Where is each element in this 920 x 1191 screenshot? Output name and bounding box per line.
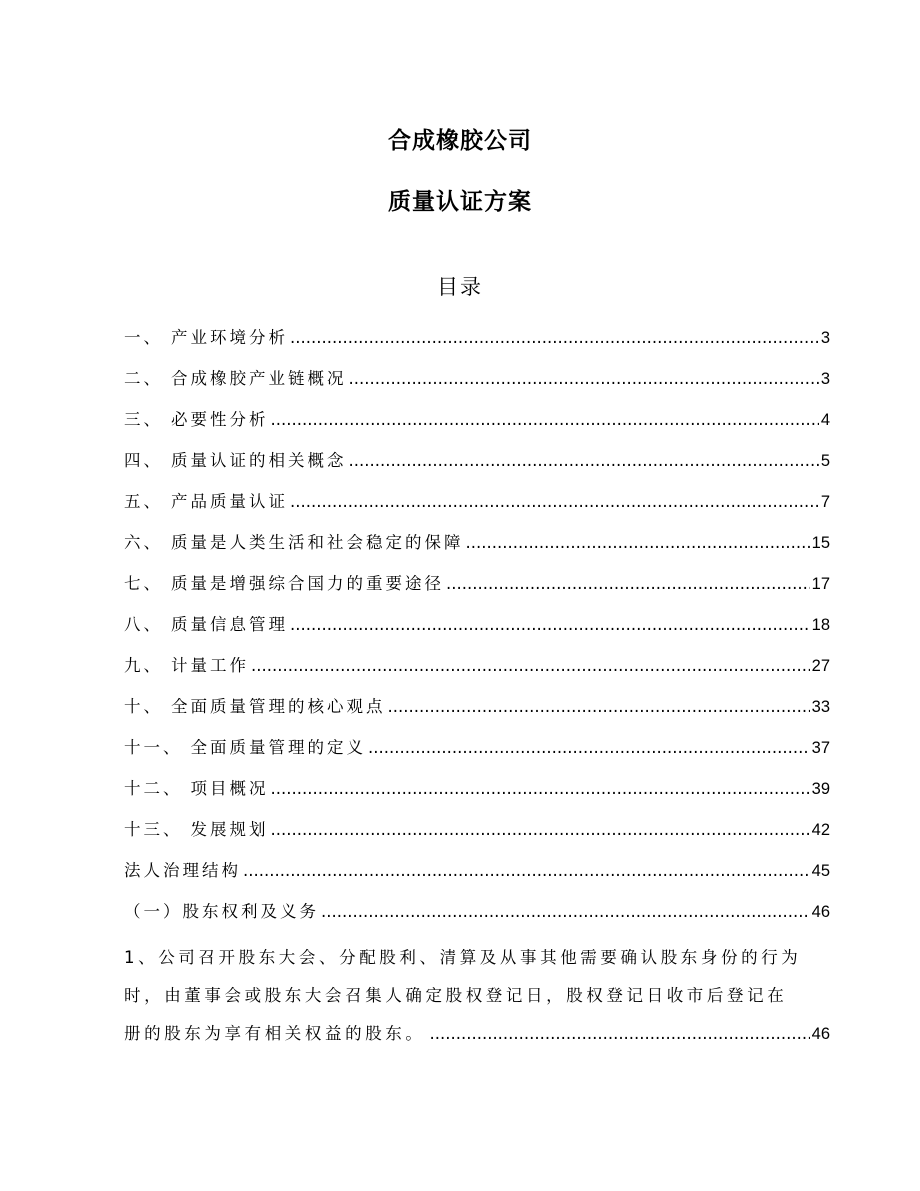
toc-entry[interactable] — [124, 857, 830, 898]
toc-dot-leader — [290, 492, 819, 511]
toc-entry-page: 17 — [811, 575, 830, 593]
toc-entry-page: 18 — [811, 616, 830, 634]
toc-dot-leader — [271, 779, 810, 798]
toc-dot-leader — [271, 820, 810, 839]
toc-entry-label: 质量是人类生活和社会稳定的保障 — [171, 533, 464, 552]
toc-entry-page: 27 — [811, 657, 830, 675]
toc-entry[interactable] — [124, 570, 830, 611]
toc-entry-label: （一）股东权利及义务 — [124, 902, 319, 921]
toc-entry[interactable] — [124, 447, 830, 488]
toc-entry-label: 产业环境分析 — [171, 328, 288, 347]
toc-dot-leader — [271, 410, 819, 429]
toc-dot-leader — [349, 369, 819, 388]
toc-entry-multiline[interactable] — [124, 939, 830, 1053]
toc-entry-page: 37 — [811, 739, 830, 757]
toc-entry-number: 九、 — [124, 656, 163, 675]
toc-entry-number: 五、 — [124, 492, 163, 511]
toc-entry-number: 十、 — [124, 697, 163, 716]
toc-dot-leader — [243, 861, 810, 880]
toc-entry-page: 3 — [820, 329, 830, 347]
toc-entry-page: 39 — [811, 780, 830, 798]
toc-entry-page: 3 — [820, 370, 830, 388]
document-title-line2: 质量认证方案 — [388, 189, 532, 215]
toc-entry-label: 必要性分析 — [171, 410, 269, 429]
toc-dot-leader — [388, 697, 810, 716]
toc-dot-leader — [251, 656, 810, 675]
toc-dot-leader — [466, 533, 810, 552]
toc-entry[interactable] — [124, 775, 830, 816]
toc-entry-page: 4 — [820, 411, 830, 429]
toc-entry-label: 计量工作 — [171, 656, 249, 675]
toc-entry-number: 三、 — [124, 410, 163, 429]
toc-entry-number: 二、 — [124, 369, 163, 388]
toc-entry[interactable] — [124, 898, 830, 939]
toc-entry[interactable] — [124, 365, 830, 406]
toc-entry-number: 十三、 — [124, 820, 183, 839]
toc-entry-page: 45 — [811, 862, 830, 880]
toc-entry[interactable] — [124, 816, 830, 857]
toc-entry-number: 一、 — [124, 328, 163, 347]
toc-entry-label: 全面质量管理的定义 — [190, 738, 366, 757]
toc-entry-page: 5 — [820, 452, 830, 470]
toc-entry[interactable] — [124, 488, 830, 529]
toc-dot-leader — [446, 574, 810, 593]
toc-entry-label: 合成橡胶产业链概况 — [171, 369, 347, 388]
toc-dot-leader — [321, 902, 810, 921]
toc-entry-page: 33 — [811, 698, 830, 716]
toc-entry-label: 法人治理结构 — [124, 861, 241, 880]
document-title-line1: 合成橡胶公司 — [388, 128, 532, 154]
toc-dot-leader — [290, 328, 819, 347]
toc-dot-leader — [349, 451, 819, 470]
toc-entry[interactable] — [124, 693, 830, 734]
toc-dot-leader — [290, 615, 810, 634]
toc-entry-label: 质量认证的相关概念 — [171, 451, 347, 470]
toc-entry-number: 八、 — [124, 615, 163, 634]
toc-entry-multiline-line2: 时，由董事会或股东大会召集人确定股权登记日，股权登记日收市后登记在 — [124, 986, 788, 1005]
toc-entry-number: 十二、 — [124, 779, 183, 798]
toc-entry-label: 产品质量认证 — [171, 492, 288, 511]
toc-entry-page: 42 — [811, 821, 830, 839]
toc-entry[interactable] — [124, 734, 830, 775]
toc-entry-page: 15 — [811, 534, 830, 552]
toc-entry-page: 46 — [811, 1025, 830, 1043]
toc-entry[interactable] — [124, 652, 830, 693]
toc-entry-number: 四、 — [124, 451, 163, 470]
toc-entry-label: 发展规划 — [190, 820, 269, 839]
toc-entry-label: 质量信息管理 — [171, 615, 288, 634]
toc-entry-number: 六、 — [124, 533, 163, 552]
toc-entry[interactable] — [124, 611, 830, 652]
toc-entry-multiline-line1: 1、公司召开股东大会、分配股利、清算及从事其他需要确认股东身份的行为 — [124, 948, 802, 967]
toc-heading: 目录 — [437, 275, 483, 299]
toc-entry[interactable] — [124, 529, 830, 570]
toc-dot-leader — [430, 1015, 810, 1053]
toc-entry-label: 全面质量管理的核心观点 — [171, 697, 386, 716]
toc-entry[interactable] — [124, 406, 830, 447]
toc-entry[interactable] — [124, 324, 830, 365]
toc-dot-leader — [368, 738, 810, 757]
toc-entry-multiline-line3: 册的股东为享有相关权益的股东。 — [124, 1024, 426, 1043]
toc-entry-page: 7 — [820, 493, 830, 511]
toc-entry-multiline-last — [124, 1015, 830, 1053]
toc-entry-label: 质量是增强综合国力的重要途径 — [171, 574, 444, 593]
toc-entry-number: 七、 — [124, 574, 163, 593]
toc-entry-number: 十一、 — [124, 738, 183, 757]
table-of-contents — [124, 324, 830, 1053]
toc-entry-label: 项目概况 — [190, 779, 269, 798]
toc-entry-page: 46 — [811, 903, 830, 921]
